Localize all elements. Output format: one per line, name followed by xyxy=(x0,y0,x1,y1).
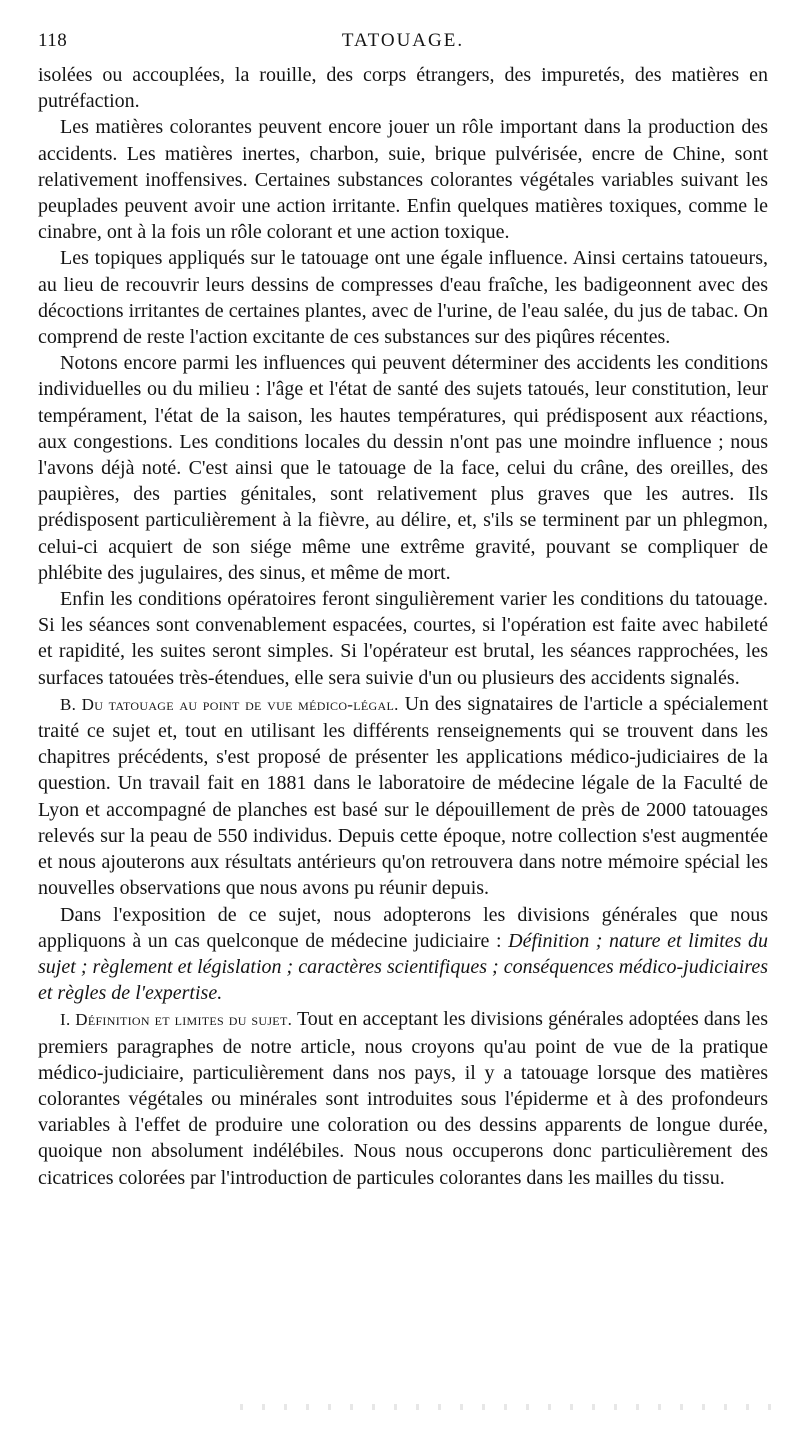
running-head xyxy=(38,28,768,54)
paragraph-individual-conditions: Notons encore parmi les influences qui peuvent déterminer des accidents les conditions individuelles ou du milieu : l'âge et l'état de santé des sujets tatoués, leur constitution, leur tempérament, l'état de la saison, les hautes températures, qui prédisposent aux réactions, aux congestions. Les conditions locales du dessin n'ont pas une moindre influence ; nous l'avons déjà noté. C'est ainsi que le tatouage de la face, celui du crâne, des oreilles, des paupières, des parties génitales, sont relativement plus graves que les autres. Ils prédisposent particulièrement à la fièvre, au délire, et, s'ils se terminent par un phlegmon, celui-ci acquiert de son siége même une extrême gravité, pouvant se compliquer de phlébite des jugulaires, des sinus, et même de mort. xyxy=(38,352,768,584)
section-heading-medico-legal: B. Du tatouage au point de vue médico-légal. xyxy=(60,694,399,714)
paragraph-definition xyxy=(38,1006,768,1190)
paragraph-operative-conditions: Enfin les conditions opératoires feront singulièrement varier les conditions du tatouage. Si les séances sont convenablement espacées, courtes, si l'opération est faite avec habileté et rapidité, les suites seront simples. Si l'opérateur est brutal, les séances rapprochées, les surfaces tatouées très-étendues, elle sera suivie d'un ou plusieurs des accidents signalés. xyxy=(38,588,768,689)
paragraph-medico-legal xyxy=(38,691,768,902)
running-title: TATOUAGE. xyxy=(341,30,465,51)
paragraph-continuation: isolées ou accouplées, la rouille, des corps étrangers, des impuretés, des matières en putréfaction. xyxy=(38,64,768,113)
book-page xyxy=(38,28,768,1191)
divisions-list-italic: Définition ; nature et limites du sujet ; règlement et législation ; caractères scientifiques ; conséquences médico-judiciaires et règles de l'expertise. xyxy=(38,929,768,1005)
page-number: 118 xyxy=(38,30,68,51)
page-bottom-smudge xyxy=(240,1404,788,1410)
section-text-medico-legal: Un des signataires de l'article a spécialement traité ce sujet et, tout en utilisant les différents renseignements qui se trouvent dans les chapitres précédents, s'est proposé de présenter les applications médico-judiciaires de la question. Un travail fait en 1881 dans le laboratoire de médecine légale de la Faculté de Lyon et accompagné de planches est basé sur le dépouillement de près de 2000 tatouages relevés sur la peau de 550 individus. Depuis cette époque, notre collection s'est augmentée et nous ajouterons aux résultats antérieurs qu'on retrouvera dans notre mémoire spécial les nouvelles observations que nous avons pu réunir depuis. xyxy=(38,692,768,900)
paragraph-coloring-matters: Les matières colorantes peuvent encore jouer un rôle important dans la production des accidents. Les matières inertes, charbon, suie, brique pulvérisée, encre de Chine, sont relativement inoffensives. Certaines substances colorantes végétales variables suivant les peuplades peuvent avoir une action irritante. Enfin quelques matières toxiques, comme le cinabre, ont à la fois un rôle colorant et une action toxique. xyxy=(38,116,768,244)
paragraph-divisions xyxy=(38,902,768,1007)
section-text-definition: Tout en acceptant les divisions générales adoptées dans les premiers paragraphes de notre article, nous croyons qu'au point de vue de la pratique médico-judiciaire, particulièrement dans nos pays, il y a tatouage lorsque des matières colorantes végétales ou minérales sont introduites sous l'épiderme et à des profondeurs variables à l'effet de produire une coloration ou des dessins apparents de longue durée, quoique non absolument indélébiles. Nous nous occuperons donc particulièrement des cicatrices colorées par l'introduction de particules colorantes dans les mailles du tissu. xyxy=(38,1008,768,1189)
divisions-text: Dans l'exposition de ce sujet, nous adopterons les divisions générales que nous appliquons à un cas quelconque de médecine judiciaire : xyxy=(38,903,768,952)
paragraph-topicals: Les topiques appliqués sur le tatouage ont une égale influence. Ainsi certains tatoueurs, au lieu de recouvrir leurs dessins de compresses d'eau fraîche, les badigeonnent avec des décoctions irritantes de certaines plantes, avec de l'urine, de l'eau salée, du jus de tabac. On comprend de reste l'action excitante de ces substances sur des piqûres récentes. xyxy=(38,247,768,349)
section-heading-definition: I. Définition et limites du sujet. xyxy=(60,1010,293,1030)
body-text xyxy=(38,62,768,1191)
